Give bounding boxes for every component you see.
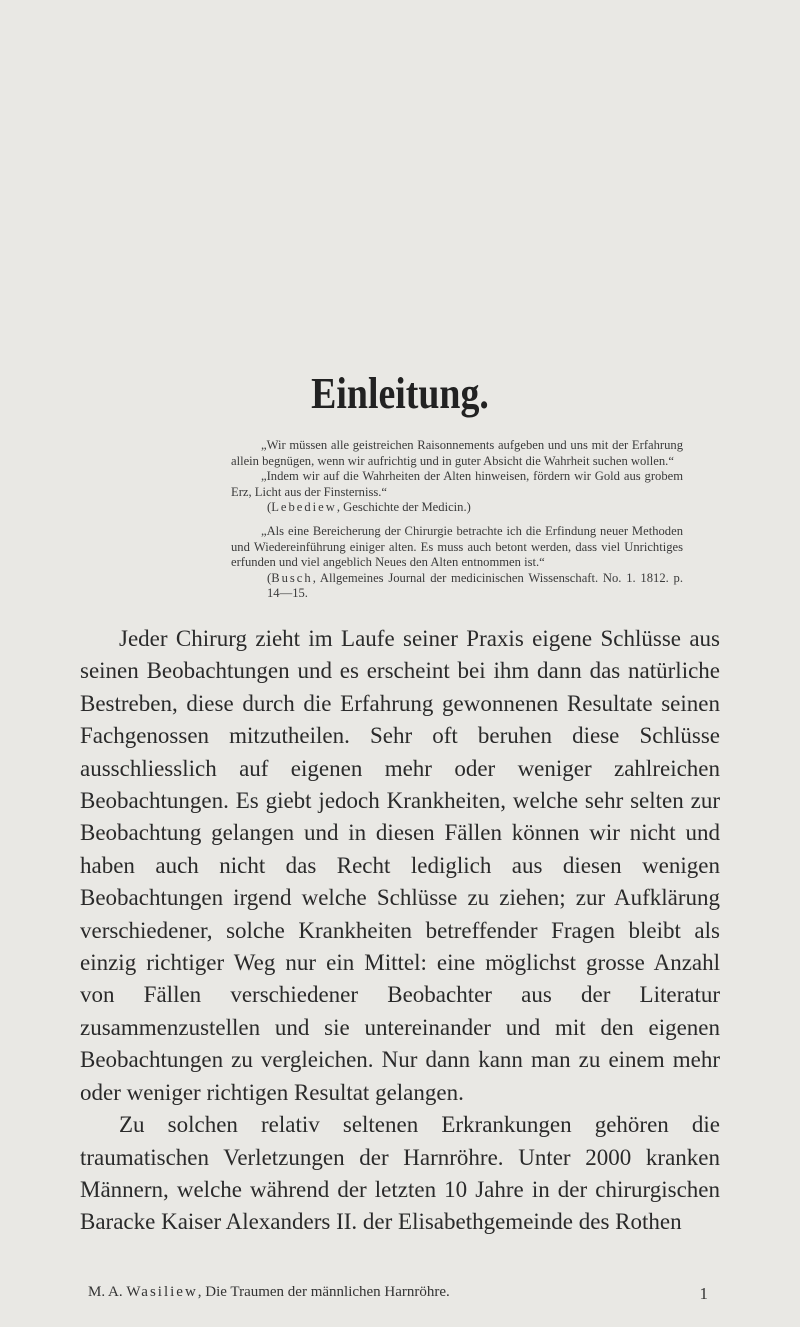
epigraph-source-title: , Geschichte der Medicin.) [336, 500, 471, 515]
epigraph-author: Lebediew [271, 500, 337, 515]
body-text [80, 623, 720, 1239]
epigraph-source: (Lebediew, Geschichte der Medicin.) [267, 500, 471, 515]
page-footer [88, 1284, 708, 1304]
page-number: 1 [699, 1284, 708, 1303]
epigraph-quote: „Indem wir auf die Wahrheiten der Alten hinweisen, fördern wir Gold aus grobem Erz, Licht aus der Finsterniss.“ [231, 469, 683, 499]
epigraph-author: Busch [271, 570, 313, 585]
footer-title: , Die Traumen der männlichen Harnröhre. [197, 1284, 450, 1300]
footer-citation [88, 1284, 450, 1304]
paragraph: Jeder Chirurg zieht im Laufe seiner Praxis eigene Schlüsse aus seinen Beobachtungen und es erscheint bei ihm dann das natürliche Bestreben, diese durch die Erfahrung gewonnenen Resultate seinen Fachgenossen mitzutheilen. Sehr oft beruhen diese Schlüsse ausschliesslich auf eigenen mehr oder weniger zahlreichen Beobachtungen. Es giebt jedoch Krankheiten, welche sehr selten zur Beobachtung gelangen und in diesen Fällen können wir nicht und haben auch nicht das Recht lediglich aus diesen wenigen Beobachtungen irgend welche Schlüsse zu ziehen; zur Aufklärung verschiedener, solche Krankheiten betreffender Fragen bleibt als einzig richtiger Weg nur ein Mittel: eine möglichst grosse Anzahl von Fällen verschiedener Beobachter aus der Literatur zusammenzustellen und sie untereinander und mit den eigenen Beobachtungen zu vergleichen. Nur dann kann man zu einem mehr oder weniger richtigen Resultat gelangen. [80, 626, 720, 1105]
epigraphs [231, 438, 683, 610]
chapter-heading: Einleitung. [311, 369, 489, 418]
paragraph: Zu solchen relativ seltenen Erkrankungen gehören die traumatischen Verletzungen der Harnröhre. Unter 2000 kranken Männern, welche während der letzten 10 Jahre in der chirurgischen Baracke Kaiser Alexanders II. der Elisabethgemeinde des Rothen [80, 1112, 720, 1235]
epigraph-quote: „Wir müssen alle geistreichen Raisonnements aufgeben und uns mit der Erfahrung allein begnügen, wenn wir aufrichtig und in guter Absicht die Wahrheit suchen wollen.“ [231, 438, 683, 468]
epigraph-lebediew [231, 438, 683, 516]
footer-author: Wasiliew [126, 1284, 198, 1300]
epigraph-source-title: , Allgemeines Journal der medicinischen Wissenschaft. No. 1. 1812. p. 14—15. [267, 570, 683, 601]
epigraph-source: (Busch, Allgemeines Journal der medicinischen Wissenschaft. No. 1. 1812. p. 14—15. [267, 570, 683, 601]
epigraph-quote: „Als eine Bereicherung der Chirurgie betrachte ich die Erfindung neuer Methoden und Wiedereinführung einiger alten. Es muss auch betont werden, dass viel Unrichtiges erfunden und viel angeblich Neues den Alten entnommen ist.“ [231, 523, 683, 570]
footer-author-prefix: M. A. [88, 1284, 123, 1300]
epigraph-busch [231, 524, 683, 602]
